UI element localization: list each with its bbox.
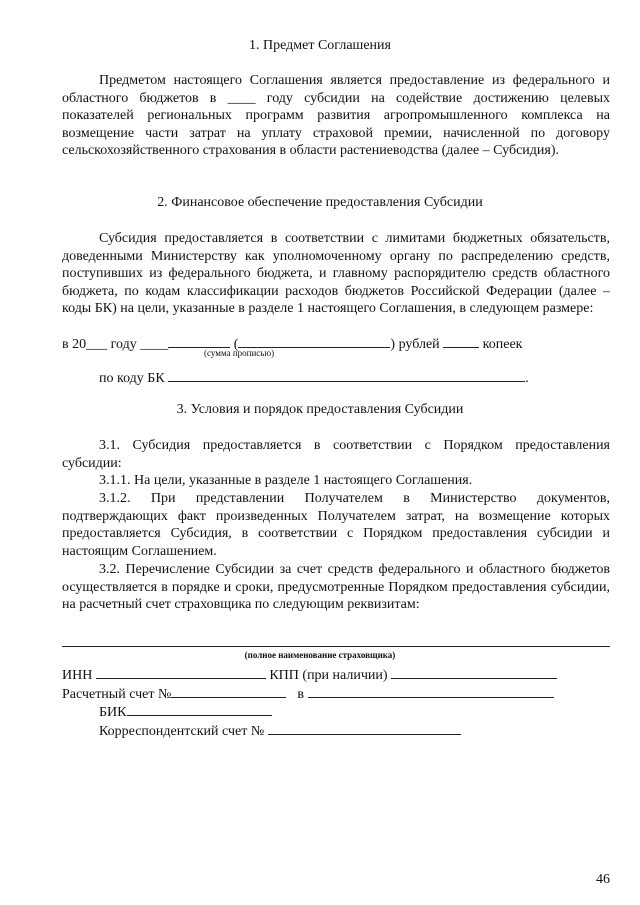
amount-number-field[interactable] [168,335,230,348]
bik-field[interactable] [127,703,272,716]
amount-caption: (сумма прописью) [204,348,275,358]
amount-line [62,335,522,354]
amount-paren-close: ) рублей [390,337,440,352]
para-3-1 [62,437,610,472]
bk-code-field[interactable] [168,369,525,382]
bik-label: БИК [99,705,127,720]
section-2-title: 2. Финансовое обеспечение предоставления Субсидии [157,195,483,210]
bk-label: по коду БК [99,371,165,386]
section-1-paragraph [62,72,610,160]
bik-line [99,703,272,722]
para-3-1-1 [62,472,610,490]
inn-label: ИНН [62,668,93,683]
bk-line [99,369,529,388]
bank-in-label: в [297,687,304,702]
para-3-1-2 [62,490,610,560]
para-3-1-1-text: 3.1.1. На цели, указанные в разделе 1 настоящего Соглашения. [99,473,473,488]
page-number: 46 [596,872,610,887]
section-1-title: 1. Предмет Соглашения [249,38,391,53]
corr-account-line [99,722,461,741]
section-3-title: 3. Условия и порядок предоставления Субсидии [176,402,464,417]
para-3-2-text: 3.2. Перечисление Субсидии за счет средств федерального и областного бюджетов осуществляется в порядке и сроки, предусмотренные Порядком предоставления субсидии, на расчетный счет страховщика по следующим реквизитам: [62,562,610,613]
para-3-2 [62,561,610,614]
kopecks-label: копеек [482,337,523,352]
para-3-1-text: 3.1. Субсидия предоставляется в соответствии с Порядком предоставления субсидии: [62,438,610,471]
section-2-text: Субсидия предоставляется в соответствии с лимитами бюджетных обязательств, доведенными Министерству как уполномоченному органу по распределению средств, поступивших из федерального бюджета, и главному распорядителю средств областного бюджета, по кодам классификации расходов бюджетов Российской Федерации (далее – коды БК) на цели, указанные в разделе 1 настоящего Соглашения, в следующем размере: [62,231,610,317]
inn-kpp-line [62,666,557,685]
amount-year-prefix: в 20___ году ____ [62,337,169,352]
bank-name-field[interactable] [308,685,554,698]
account-field[interactable] [171,685,286,698]
corr-account-label: Корреспондентский счет № [99,724,265,739]
amount-words-field[interactable] [238,335,390,348]
corr-account-field[interactable] [268,722,461,735]
bk-end: . [525,371,529,386]
kpp-label: КПП (при наличии) [269,668,388,683]
kpp-field[interactable] [391,666,557,679]
account-line [62,685,554,704]
insurer-caption: (полное наименование страховщика) [244,650,396,660]
para-3-1-2-text: 3.1.2. При представлении Получателем в Министерство документов, подтверждающих факт произведенных Получателем затрат, на возмещение которых предоставляется Субсидия, в соответствии с Порядком предоставления субсидии и настоящим Соглашением. [62,491,610,559]
inn-field[interactable] [96,666,266,679]
account-label: Расчетный счет № [62,687,172,702]
insurer-name-line[interactable] [62,646,610,647]
kopecks-field[interactable] [443,335,479,348]
amount-paren-open: ( [233,337,239,352]
section-1-text: Предметом настоящего Соглашения является предоставление из федерального и областного бюджетов в ____ году субсидии на содействие достижению целевых показателей региональных программ развития агропромышленного комплекса на возмещение части затрат на уплату страховой премии, начисленной по договору сельскохозяйственного страхования в области растениеводства (далее – Субсидия). [62,73,610,159]
section-2-paragraph [62,230,610,318]
